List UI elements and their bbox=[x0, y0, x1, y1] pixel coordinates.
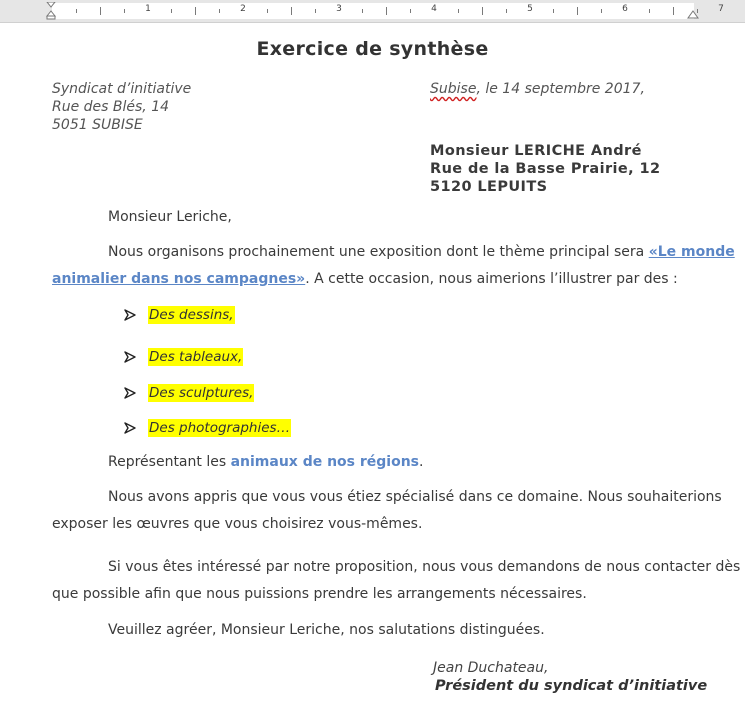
highlighted-item: Des sculptures, bbox=[149, 385, 254, 401]
paragraph-1-line-1 bbox=[108, 244, 735, 260]
left-indent-marker-icon[interactable] bbox=[46, 2, 56, 20]
representing-line bbox=[108, 454, 423, 470]
ruler-number: 1 bbox=[145, 4, 151, 14]
signature-title: Président du syndicat d’initiative bbox=[435, 678, 708, 694]
theme-link-part-1[interactable]: «Le monde bbox=[648, 244, 735, 260]
ruler-tick bbox=[601, 9, 602, 13]
representing-end: . bbox=[419, 454, 424, 470]
date-line bbox=[430, 81, 645, 97]
ruler-tick bbox=[124, 9, 125, 13]
ruler-tick bbox=[673, 7, 674, 15]
arrowhead-bullet-icon bbox=[124, 309, 136, 321]
ruler-tick bbox=[315, 9, 316, 13]
sender-line-3: 5051 SUBISE bbox=[52, 117, 143, 133]
highlighted-item: Des dessins, bbox=[149, 307, 234, 323]
ruler-number: 5 bbox=[527, 4, 533, 14]
ruler-tick bbox=[362, 9, 363, 13]
theme-link-part-2[interactable]: animalier dans nos campagnes» bbox=[52, 271, 306, 287]
document-title: Exercice de synthèse bbox=[256, 38, 489, 60]
paragraph-2-line-1: Nous avons appris que vous vous étiez spécialisé dans ce domaine. Nous souhaiterions bbox=[108, 489, 722, 505]
ruler-tick bbox=[553, 9, 554, 13]
sender-line-2: Rue des Blés, 14 bbox=[52, 99, 170, 115]
document-page[interactable] bbox=[0, 23, 745, 728]
ruler-tick bbox=[577, 7, 578, 15]
ruler-tick bbox=[386, 7, 387, 15]
salutation: Monsieur Leriche, bbox=[108, 209, 232, 225]
arrowhead-bullet-icon bbox=[124, 351, 136, 363]
signature-name: Jean Duchateau, bbox=[433, 660, 549, 676]
right-indent-marker-icon[interactable] bbox=[687, 10, 699, 20]
ruler-tick bbox=[410, 9, 411, 13]
paragraph-1-text: Nous organisons prochainement une exposition dont le thème principal sera bbox=[108, 244, 649, 260]
recipient-line-2: Rue de la Basse Prairie, 12 bbox=[430, 161, 661, 177]
highlighted-item: Des tableaux, bbox=[149, 349, 243, 365]
ruler-number: 4 bbox=[431, 4, 437, 14]
arrowhead-bullet-icon bbox=[124, 387, 136, 399]
spellcheck-word[interactable]: Subise bbox=[430, 81, 477, 97]
highlighted-item: Des photographies… bbox=[149, 420, 291, 436]
paragraph-1-end: . A cette occasion, nous aimerions l’illustrer par des : bbox=[305, 271, 678, 287]
date-text: , le 14 septembre 2017, bbox=[476, 81, 645, 97]
ruler-number: 7 bbox=[718, 4, 724, 14]
ruler-number: 3 bbox=[336, 4, 342, 14]
ruler-tick bbox=[291, 7, 292, 15]
ruler-tick bbox=[76, 9, 77, 13]
sender-line-1: Syndicat d’initiative bbox=[52, 81, 192, 97]
emphasized-text: animaux de nos régions bbox=[230, 454, 420, 470]
arrowhead-bullet-icon bbox=[124, 422, 136, 434]
ruler-tick bbox=[267, 9, 268, 13]
ruler-tick bbox=[458, 9, 459, 13]
ruler-tick bbox=[649, 9, 650, 13]
ruler-number: 2 bbox=[240, 4, 246, 14]
paragraph-3-line-1: Si vous êtes intéressé par notre proposition, nous vous demandons de nous contacter dès bbox=[108, 559, 741, 575]
recipient-line-3: 5120 LEPUITS bbox=[430, 179, 548, 195]
closing-line: Veuillez agréer, Monsieur Leriche, nos salutations distinguées. bbox=[108, 622, 545, 638]
ruler-tick bbox=[195, 7, 196, 15]
ruler-tick bbox=[171, 9, 172, 13]
ruler-tick bbox=[219, 9, 220, 13]
horizontal-ruler[interactable] bbox=[0, 0, 745, 23]
recipient-line-1: Monsieur LERICHE André bbox=[430, 143, 642, 159]
paragraph-1-line-2 bbox=[52, 271, 678, 287]
ruler-tick bbox=[506, 9, 507, 13]
paragraph-2-line-2: exposer les œuvres que vous choisirez vous-mêmes. bbox=[52, 516, 423, 532]
ruler-number: 6 bbox=[622, 4, 628, 14]
ruler-tick bbox=[100, 7, 101, 15]
representing-text: Représentant les bbox=[108, 454, 231, 470]
ruler-tick bbox=[482, 7, 483, 15]
paragraph-3-line-2: que possible afin que nous puissions prendre les arrangements nécessaires. bbox=[52, 586, 587, 602]
